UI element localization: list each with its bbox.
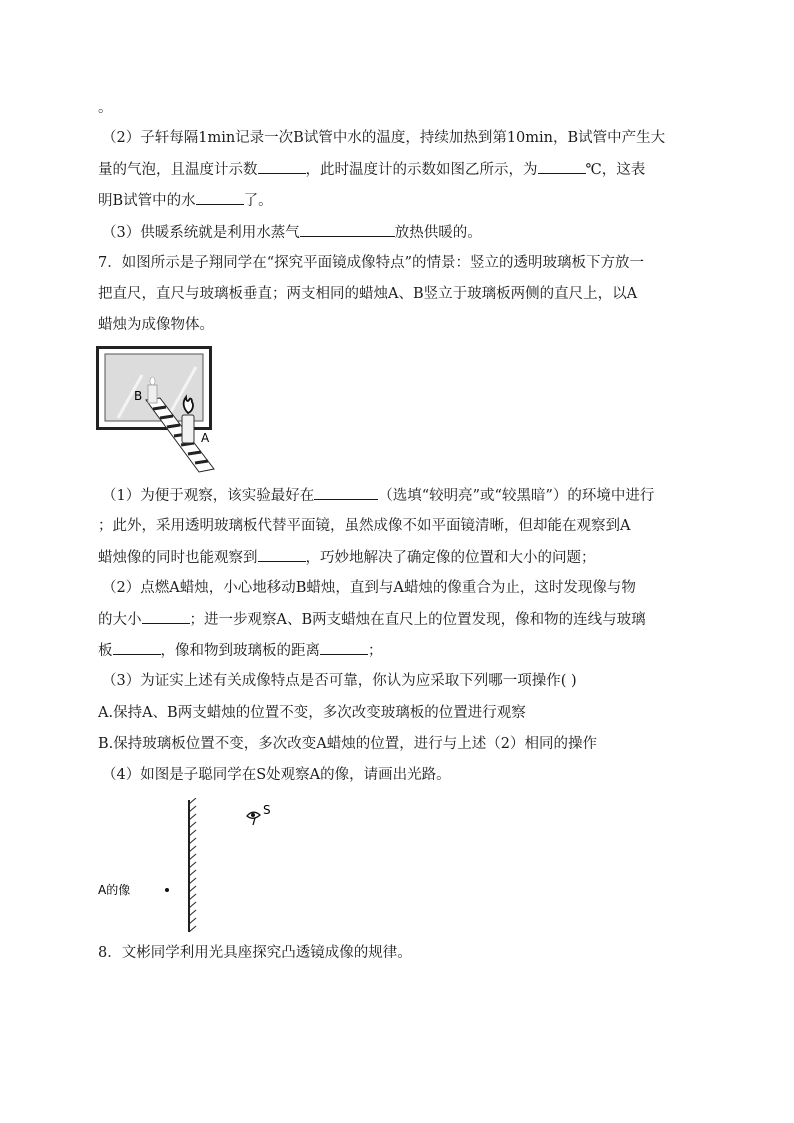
answer-blank[interactable] — [113, 640, 161, 655]
answer-blank[interactable] — [320, 640, 368, 655]
answer-blank[interactable] — [258, 159, 306, 174]
text-segment: 的大小 — [98, 612, 142, 628]
text-segment: 板 — [98, 643, 113, 659]
question-7-part-3: （3）为证实上述有关成像特点是否可靠，你认为应采取下列哪一项操作( ) — [102, 673, 577, 689]
eye-icon — [247, 812, 260, 825]
question-7-part-1-cont: ；此外，采用透明玻璃板代替平面镜，虽然成像不如平面镜清晰，但却能在观察到A — [98, 518, 631, 534]
answer-blank[interactable] — [300, 222, 395, 237]
question-6-part-2-cont — [98, 190, 273, 211]
text-segment: 明B试管中的水 — [98, 193, 196, 209]
label-s: S — [263, 803, 271, 817]
text-segment: 了。 — [243, 193, 273, 209]
question-7-part-4: （4）如图是子聪同学在S处观察A的像，请画出光路。 — [102, 767, 451, 783]
question-6-part-2-cont — [98, 159, 645, 180]
option-b: B.保持玻璃板位置不变，多次改变A蜡烛的位置，进行与上述（2）相同的操作 — [98, 736, 597, 752]
option-a: A.保持A、B两支蜡烛的位置不变，多次改变玻璃板的位置进行观察 — [98, 705, 526, 721]
answer-blank[interactable] — [314, 485, 378, 500]
answer-blank[interactable] — [142, 609, 190, 624]
answer-blank[interactable] — [196, 190, 244, 205]
text-segment: （选填“较明亮”或“较黑暗”）的环境中进行 — [378, 488, 655, 504]
question-7-stem-cont: 蜡烛为成像物体。 — [98, 317, 214, 333]
text-segment: ，此时温度计的示数如图乙所示，为 — [305, 162, 538, 178]
question-6-part-2: （2）子轩每隔1min记录一次B试管中水的温度，持续加热到第10min，B试管中产生大 — [102, 130, 666, 146]
label-b: B — [134, 389, 143, 403]
label-image-of-a: A的像 — [98, 883, 131, 897]
question-7-part-1 — [102, 485, 654, 506]
label-a: A — [201, 431, 210, 445]
text-line: 。 — [98, 100, 113, 116]
text-segment: （1）为便于观察，该实验最好在 — [102, 488, 315, 504]
text-segment: ；进一步观察A、B两支蜡烛在直尺上的位置发现，像和物的连线与玻璃 — [189, 612, 646, 628]
question-8-stem: 8．文彬同学利用光具座探究凸透镜成像的规律。 — [98, 945, 412, 961]
text-segment: ，像和物到玻璃板的距离 — [160, 643, 320, 659]
question-7-part-2: （2）点燃A蜡烛，小心地移动B蜡烛，直到与A蜡烛的像重合为止，这时发现像与物 — [102, 580, 636, 596]
question-7-part-1-cont — [98, 547, 596, 568]
light-path-figure — [92, 798, 292, 936]
text-segment: ，巧妙地解决了确定像的位置和大小的问题； — [305, 550, 596, 566]
question-6-part-3 — [102, 222, 482, 243]
plane-mirror — [189, 798, 196, 932]
text-segment: ； — [368, 643, 383, 659]
candle-a — [182, 397, 194, 443]
text-segment: （3）供暖系统就是利用水蒸气 — [102, 225, 300, 241]
flame-icon — [184, 397, 193, 413]
mirror-experiment-figure — [96, 345, 216, 475]
question-7-stem: 7．如图所示是子翔同学在“探究平面镜成像特点”的情景：竖立的透明玻璃板下方放一 — [98, 255, 645, 271]
answer-blank[interactable] — [538, 159, 586, 174]
text-segment: 蜡烛像的同时也能观察到 — [98, 550, 258, 566]
text-segment: 放热供暖的。 — [394, 225, 482, 241]
text-segment: 量的气泡，且温度计示数 — [98, 162, 258, 178]
question-7-part-2-cont — [98, 640, 383, 661]
question-7-part-2-cont — [98, 609, 646, 630]
answer-blank[interactable] — [258, 547, 306, 562]
image-point — [165, 888, 169, 892]
question-7-stem-cont: 把直尺，直尺与玻璃板垂直；两支相同的蜡烛A、B竖立于玻璃板两侧的直尺上，以A — [98, 286, 638, 302]
text-segment: ℃，这表 — [585, 162, 646, 178]
